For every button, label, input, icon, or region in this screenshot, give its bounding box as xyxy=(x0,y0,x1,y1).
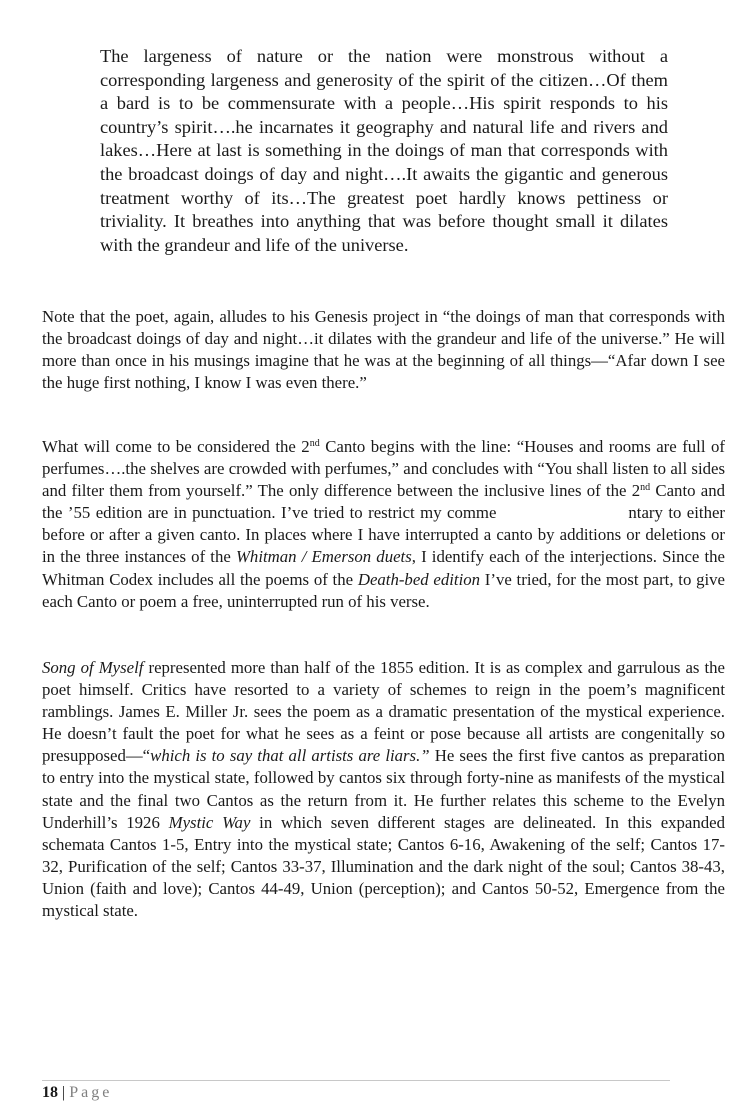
italic-title: Song of Myself xyxy=(42,658,144,677)
text-run: Canto and the ’55 edition are in punctuation. I’ve tried to restrict my comme xyxy=(42,481,725,523)
text-run: , I identify each of the interjections. Since the Whitman Codex includes all the poems of the xyxy=(42,547,725,589)
italic-title: Whitman / Emerson duets xyxy=(235,547,412,567)
text-run: ntary to either before or after a given canto. In places where I have interrupted a canto by additions or deletions or in the three instances of the xyxy=(42,503,725,567)
text-run: represented more than half of the 1855 edition. It is as complex and garrulous as the poet himself. Critics have resorted to a variety of schemes to reign in the poem’s magnificent ramblings. James E. Miller Jr. sees the poem as a dramatic presentation of the mystical experience. He doesn’t fault the poet for what he sees as a feint or pose because all artists are congenitally so presupposed—“ xyxy=(42,658,725,766)
paragraph-genesis-note xyxy=(42,306,725,394)
block-quote xyxy=(100,45,668,257)
text-run: I’ve tried, for the most part, to give each Canto or poem a free, uninterrupted run of his verse. xyxy=(42,569,725,611)
italic-title: Mystic Way xyxy=(168,812,251,832)
footer-separator: | xyxy=(62,1084,66,1101)
ordinal-superscript: nd xyxy=(640,482,651,494)
text-run: What will come to be considered the 2 xyxy=(42,437,310,456)
footer-divider xyxy=(42,1080,670,1081)
page-label: Page xyxy=(69,1084,113,1101)
text-run: in which seven different stages are delineated. In this expanded schemata Cantos 1-5, Entry into the mystical state; Cantos 6-16, Awakening of the self; Cantos 17-32, Purification of the self; Cantos 33-37, Illumination and the dark night of the soul; Cantos 38-43, Union (faith and love); Cantos 44-49, Union (perception); and Cantos 50-52, Emergence from the mystical state. xyxy=(42,812,725,921)
page-footer xyxy=(42,1083,112,1103)
page-number: 18 xyxy=(42,1084,58,1101)
text-run: Canto begins with the line: “Houses and rooms are full of perfumes….the shelves are crowded with perfumes,” and concludes with “You shall listen to all sides and filter them from yourself.” The only difference between the inclusive lines of the 2 xyxy=(42,437,725,501)
italic-title: Death-bed edition xyxy=(357,569,481,589)
italic-quote: which is to say that all artists are liars.” xyxy=(150,746,430,766)
text-run: He sees the first five cantos as preparation to entry into the mystical state, followed by cantos six through forty-nine as manifests of the mystical state and the final two Cantos as the return from it. He further relates this scheme to the Evelyn Underhill’s 1926 xyxy=(42,746,725,832)
paragraph-second-canto xyxy=(42,436,725,613)
paragraph-song-of-myself xyxy=(42,657,725,922)
paragraph-text: Note that the poet, again, alludes to his Genesis project in “the doings of man that corresponds with the broadcast doings of day and night…it dilates with the grandeur and life of the universe.” He will more than once in his musings imagine that he was at the beginning of all things—“Afar down I see the huge first nothing, I know I was even there.” xyxy=(42,307,725,393)
block-quote-text: The largeness of nature or the nation were monstrous without a corresponding largeness and generosity of the spirit of the citizen…Of them a bard is to be commensurate with a people…His spirit responds to his country’s spirit….he incarnates it geography and natural life and rivers and lakes…Here at last is something in the doings of man that corresponds with the broadcast doings of day and night….It awaits the gigantic and generous treatment worthy of its…The greatest poet hardly knows pettiness or triviality. It breathes into anything that was before thought small it dilates with the grandeur and life of the universe. xyxy=(100,46,668,255)
ordinal-superscript: nd xyxy=(309,438,320,449)
